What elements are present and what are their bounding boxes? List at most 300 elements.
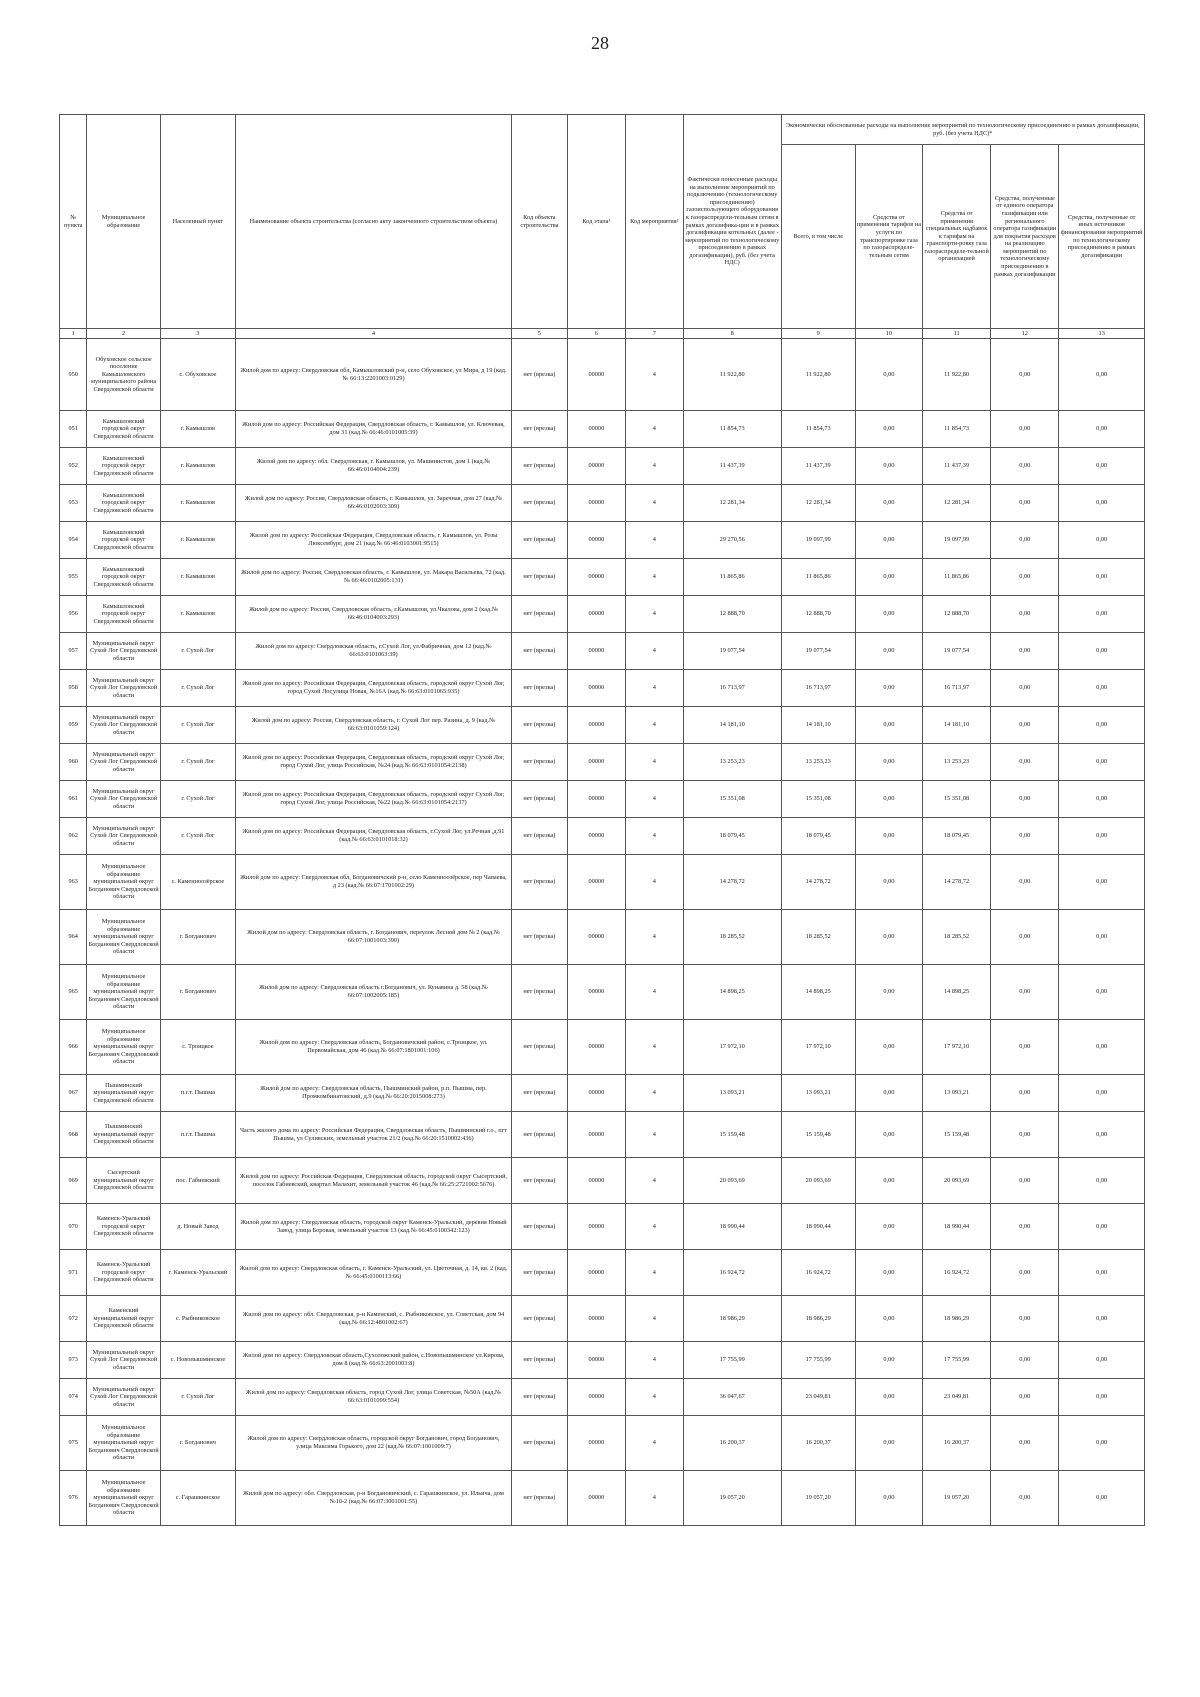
header-object-code: Код объекта строительства — [511, 115, 567, 329]
cell-settlement: п.г.т. Пышма — [160, 1075, 235, 1112]
cell-activity-code: 4 — [625, 965, 683, 1020]
cell-activity-code: 4 — [625, 910, 683, 965]
column-number: 12 — [991, 329, 1059, 339]
cell-activity-code: 4 — [625, 781, 683, 818]
cell-settlement: с. Обуховское — [160, 339, 235, 411]
cell-single-operator: 0,00 — [991, 1416, 1059, 1471]
cell-stage-code: 00000 — [567, 633, 625, 670]
cell-stage-code: 00000 — [567, 1204, 625, 1250]
cell-object-name: Жилой дом по адресу: Свердловская область, г.Сухой Лог, ул.Фабричная, дом 12 (кад.№ 66:63:0101063:39) — [236, 633, 512, 670]
cell-settlement: с. Рыбниковское — [160, 1296, 235, 1342]
table-row — [60, 855, 1145, 910]
cell-activity-code: 4 — [625, 855, 683, 910]
cell-object-code: нет (врезка) — [511, 818, 567, 855]
header-stage-code: Код этапа¹ — [567, 115, 625, 329]
cell-special-markup: 20 093,69 — [923, 1158, 991, 1204]
cell-stage-code: 00000 — [567, 1250, 625, 1296]
cell-special-markup: 11 437,39 — [923, 448, 991, 485]
cell-other-sources: 0,00 — [1059, 596, 1145, 633]
cell-municipality: Муниципальный округ Сухой Лог Свердловской области — [87, 781, 160, 818]
cell-single-operator: 0,00 — [991, 965, 1059, 1020]
cell-single-operator: 0,00 — [991, 1158, 1059, 1204]
cell-actual-costs: 13 093,21 — [683, 1075, 781, 1112]
cell-total: 14 181,10 — [781, 707, 855, 744]
cell-object-name: Жилой дом по адресу: Свердловская обл, Камышловский р-н, село Обуховское, ул Мира, д 19 (кад.№ 66:13:2201003:0129) — [236, 339, 512, 411]
cell-other-sources: 0,00 — [1059, 1020, 1145, 1075]
cell-municipality: Муниципальное образование муниципальный округ Богданович Свердловской области — [87, 855, 160, 910]
cell-actual-costs: 17 755,99 — [683, 1342, 781, 1379]
column-number: 5 — [511, 329, 567, 339]
cell-object-name: Жилой дом по адресу: Свердловская область, г. Каменск-Уральский, ул. Цветочная, д. 14, кв. 2 (кад.№ 66:45:0100113:66) — [236, 1250, 512, 1296]
table-row — [60, 781, 1145, 818]
cell-object-name: Жилой дом по адресу: Свердловская область, городской округ Каменск-Уральский, деревня Новый Завод, улица Боровая, земельный участок 13 (кад.№ 66:45:0100342:123) — [236, 1204, 512, 1250]
cell-num: 958 — [60, 670, 87, 707]
cell-municipality: Каменск-Уральский городской округ Свердловской области — [87, 1250, 160, 1296]
header-transport-tariff: Средства от применения тарифов на услуги по транспортировке газа по газораспределе-тельным сетям — [855, 145, 922, 329]
cell-object-code: нет (врезка) — [511, 1342, 567, 1379]
table-row — [60, 818, 1145, 855]
cell-single-operator: 0,00 — [991, 1250, 1059, 1296]
cell-activity-code: 4 — [625, 339, 683, 411]
cell-settlement: г. Камышлов — [160, 522, 235, 559]
cell-municipality: Муниципальное образование муниципальный округ Богданович Свердловской области — [87, 1471, 160, 1526]
cell-actual-costs: 15 159,48 — [683, 1112, 781, 1158]
page-number: 28 — [591, 33, 609, 53]
cell-other-sources: 0,00 — [1059, 1158, 1145, 1204]
cell-other-sources: 0,00 — [1059, 339, 1145, 411]
column-number: 13 — [1059, 329, 1145, 339]
cell-transport-tariff: 0,00 — [855, 1020, 922, 1075]
cell-object-code: нет (врезка) — [511, 910, 567, 965]
header-actual-costs: Фактически понесенные расходы на выполнение мероприятий по подключению (технологическому присоединению) газоиспользующего оборудования к газораспредели-тельным сетям в рамках догазифика-ции и в рамках догазификации котельных (далее - мероприятий по технологическому присоединению в рамках догазификации), руб. (без учета НДС) — [683, 115, 781, 329]
cell-object-name: Жилой дом по адресу: Российская Федерация, Свердловская область, г. Камышлов, ул. Розы Люксембург, дом 21 (кад.№ 66:46:0103001:9515) — [236, 522, 512, 559]
cell-single-operator: 0,00 — [991, 855, 1059, 910]
cell-stage-code: 00000 — [567, 910, 625, 965]
cell-actual-costs: 16 200,37 — [683, 1416, 781, 1471]
cell-actual-costs: 36 047,67 — [683, 1379, 781, 1416]
cell-num: 950 — [60, 339, 87, 411]
cell-stage-code: 00000 — [567, 1020, 625, 1075]
cell-other-sources: 0,00 — [1059, 1296, 1145, 1342]
cell-activity-code: 4 — [625, 522, 683, 559]
table-row — [60, 633, 1145, 670]
cell-single-operator: 0,00 — [991, 485, 1059, 522]
cell-activity-code: 4 — [625, 1471, 683, 1526]
cell-total: 11 854,73 — [781, 411, 855, 448]
cell-actual-costs: 14 898,25 — [683, 965, 781, 1020]
cell-actual-costs: 19 057,20 — [683, 1471, 781, 1526]
cell-municipality: Муниципальный округ Сухой Лог Свердловской области — [87, 670, 160, 707]
column-number: 10 — [855, 329, 922, 339]
cell-municipality: Пышминский муниципальный округ Свердловской области — [87, 1112, 160, 1158]
cell-transport-tariff: 0,00 — [855, 910, 922, 965]
cell-num: 955 — [60, 559, 87, 596]
cell-activity-code: 4 — [625, 1296, 683, 1342]
cell-num: 974 — [60, 1379, 87, 1416]
cell-settlement: г. Сухой Лог — [160, 781, 235, 818]
cell-other-sources: 0,00 — [1059, 1416, 1145, 1471]
cell-other-sources: 0,00 — [1059, 485, 1145, 522]
cell-num: 973 — [60, 1342, 87, 1379]
column-number: 8 — [683, 329, 781, 339]
cell-stage-code: 00000 — [567, 965, 625, 1020]
table-row — [60, 1416, 1145, 1471]
cell-actual-costs: 11 437,39 — [683, 448, 781, 485]
cell-special-markup: 18 079,45 — [923, 818, 991, 855]
cell-actual-costs: 18 079,45 — [683, 818, 781, 855]
cell-municipality: Муниципальный округ Сухой Лог Свердловской области — [87, 1342, 160, 1379]
cell-municipality: Муниципальное образование муниципальный округ Богданович Свердловской области — [87, 1020, 160, 1075]
cell-other-sources: 0,00 — [1059, 1112, 1145, 1158]
cell-object-name: Жилой дом по адресу: Свердловская область, городской округ Богданович, город Богданович, улица Максима Горького, дом 22 (кад.№ 66:07:1001009:7) — [236, 1416, 512, 1471]
table-row — [60, 1112, 1145, 1158]
cell-settlement: г. Сухой Лог — [160, 818, 235, 855]
cell-municipality: Муниципальный округ Сухой Лог Свердловской области — [87, 707, 160, 744]
cell-municipality: Камышловский городской округ Свердловской области — [87, 522, 160, 559]
column-number: 11 — [923, 329, 991, 339]
header-settlement: Населенный пункт — [160, 115, 235, 329]
cell-num: 961 — [60, 781, 87, 818]
cell-other-sources: 0,00 — [1059, 1471, 1145, 1526]
cell-special-markup: 19 077,54 — [923, 633, 991, 670]
table-row — [60, 744, 1145, 781]
cell-object-name: Жилой дом по адресу: Свердловская область, город Сухой Лог, улица Советская, №50А (кад.№ 66:63:0101099:554) — [236, 1379, 512, 1416]
cell-actual-costs: 18 986,29 — [683, 1296, 781, 1342]
cell-object-name: Жилой дом по адресу: Российская Федерация, Свердловская область, г. Камышлов, ул. Ключевая, дом 31 (кад.№ 66:46:0101005:39) — [236, 411, 512, 448]
table-row — [60, 910, 1145, 965]
cell-activity-code: 4 — [625, 707, 683, 744]
cell-total: 17 972,10 — [781, 1020, 855, 1075]
cell-num: 956 — [60, 596, 87, 633]
table-row — [60, 559, 1145, 596]
cell-total: 11 437,39 — [781, 448, 855, 485]
cell-object-name: Жилой дом по адресу: Свердловская область, г. Богданович, переулок Лесной дом № 2 (кад.№ 66:07:1001003:390) — [236, 910, 512, 965]
cell-transport-tariff: 0,00 — [855, 633, 922, 670]
cell-object-code: нет (врезка) — [511, 448, 567, 485]
cell-municipality: Пышминский муниципальный округ Свердловской области — [87, 1075, 160, 1112]
cell-settlement: г. Богданович — [160, 910, 235, 965]
cell-object-code: нет (врезка) — [511, 339, 567, 411]
column-number: 6 — [567, 329, 625, 339]
cell-activity-code: 4 — [625, 485, 683, 522]
cell-other-sources: 0,00 — [1059, 818, 1145, 855]
header-municipality: Муниципальное образование — [87, 115, 160, 329]
table-body — [60, 339, 1145, 1526]
cell-transport-tariff: 0,00 — [855, 744, 922, 781]
table-header — [60, 115, 1145, 339]
table-row — [60, 707, 1145, 744]
cell-total: 15 351,08 — [781, 781, 855, 818]
cell-num: 963 — [60, 855, 87, 910]
cell-activity-code: 4 — [625, 818, 683, 855]
cell-municipality: Камышловский городской округ Свердловской области — [87, 448, 160, 485]
cell-single-operator: 0,00 — [991, 1379, 1059, 1416]
cell-settlement: д. Новый Завод — [160, 1204, 235, 1250]
table-row — [60, 339, 1145, 411]
cell-activity-code: 4 — [625, 1250, 683, 1296]
cell-other-sources: 0,00 — [1059, 670, 1145, 707]
cell-object-code: нет (врезка) — [511, 596, 567, 633]
cell-special-markup: 15 159,48 — [923, 1112, 991, 1158]
cell-stage-code: 00000 — [567, 411, 625, 448]
cell-settlement: г. Сухой Лог — [160, 1379, 235, 1416]
cell-settlement: п.г.т. Пышма — [160, 1112, 235, 1158]
cell-transport-tariff: 0,00 — [855, 559, 922, 596]
cell-activity-code: 4 — [625, 448, 683, 485]
cell-other-sources: 0,00 — [1059, 965, 1145, 1020]
cell-special-markup: 23 049,81 — [923, 1379, 991, 1416]
cell-total: 17 755,99 — [781, 1342, 855, 1379]
cell-object-code: нет (врезка) — [511, 1379, 567, 1416]
cell-activity-code: 4 — [625, 1020, 683, 1075]
cell-special-markup: 14 181,10 — [923, 707, 991, 744]
cell-municipality: Сысертский муниципальный округ Свердловской области — [87, 1158, 160, 1204]
table-row — [60, 1250, 1145, 1296]
cell-object-code: нет (врезка) — [511, 670, 567, 707]
cell-stage-code: 00000 — [567, 781, 625, 818]
cell-actual-costs: 11 854,73 — [683, 411, 781, 448]
cell-object-code: нет (врезка) — [511, 1296, 567, 1342]
cell-settlement: г. Сухой Лог — [160, 633, 235, 670]
cell-num: 971 — [60, 1250, 87, 1296]
cell-transport-tariff: 0,00 — [855, 1204, 922, 1250]
cell-total: 18 986,29 — [781, 1296, 855, 1342]
cell-settlement: г. Камышлов — [160, 411, 235, 448]
cell-actual-costs: 17 972,10 — [683, 1020, 781, 1075]
cell-num: 951 — [60, 411, 87, 448]
cell-object-name: Жилой дом по адресу: обл. Свердловская, г. Камышлов, ул. Машинистов, дом 1 (кад.№ 66:46:0104004:239) — [236, 448, 512, 485]
cell-single-operator: 0,00 — [991, 596, 1059, 633]
main-table — [59, 114, 1145, 1526]
cell-stage-code: 00000 — [567, 522, 625, 559]
header-other-sources: Средства, полученные от иных источников финансирования мероприятий по технологическому присоединению в рамках догазификации — [1059, 145, 1145, 329]
cell-single-operator: 0,00 — [991, 1204, 1059, 1250]
cell-other-sources: 0,00 — [1059, 781, 1145, 818]
cell-single-operator: 0,00 — [991, 1342, 1059, 1379]
cell-object-code: нет (врезка) — [511, 1112, 567, 1158]
cell-transport-tariff: 0,00 — [855, 1379, 922, 1416]
cell-municipality: Камышловский городской округ Свердловской области — [87, 596, 160, 633]
cell-num: 966 — [60, 1020, 87, 1075]
cell-special-markup: 17 972,10 — [923, 1020, 991, 1075]
cell-transport-tariff: 0,00 — [855, 1342, 922, 1379]
column-number: 7 — [625, 329, 683, 339]
cell-actual-costs: 12 281,34 — [683, 485, 781, 522]
cell-total: 19 057,20 — [781, 1471, 855, 1526]
cell-actual-costs: 18 285,52 — [683, 910, 781, 965]
cell-transport-tariff: 0,00 — [855, 1296, 922, 1342]
cell-stage-code: 00000 — [567, 744, 625, 781]
table-row — [60, 448, 1145, 485]
cell-total: 14 278,72 — [781, 855, 855, 910]
cell-stage-code: 00000 — [567, 1342, 625, 1379]
cell-transport-tariff: 0,00 — [855, 1112, 922, 1158]
cell-municipality: Камышловский городской округ Свердловской области — [87, 559, 160, 596]
cell-stage-code: 00000 — [567, 448, 625, 485]
cell-special-markup: 19 097,99 — [923, 522, 991, 559]
cell-object-name: Жилой дом по адресу: Свердловская область, Пышминский район, р.п. Пышма, пер. Промкомбинатовский, д.9 (кад.№ 66:20:2015008:273) — [236, 1075, 512, 1112]
cell-total: 18 285,52 — [781, 910, 855, 965]
cell-settlement: г. Сухой Лог — [160, 707, 235, 744]
cell-num: 967 — [60, 1075, 87, 1112]
cell-num: 964 — [60, 910, 87, 965]
cell-special-markup: 12 281,34 — [923, 485, 991, 522]
cell-transport-tariff: 0,00 — [855, 411, 922, 448]
column-number: 9 — [781, 329, 855, 339]
cell-num: 975 — [60, 1416, 87, 1471]
cell-actual-costs: 20 093,69 — [683, 1158, 781, 1204]
cell-total: 23 049,81 — [781, 1379, 855, 1416]
cell-settlement: с. Троицкое — [160, 1020, 235, 1075]
cell-single-operator: 0,00 — [991, 818, 1059, 855]
table-row — [60, 670, 1145, 707]
cell-total: 20 093,69 — [781, 1158, 855, 1204]
cell-object-code: нет (врезка) — [511, 1250, 567, 1296]
cell-total: 18 079,45 — [781, 818, 855, 855]
cell-transport-tariff: 0,00 — [855, 522, 922, 559]
cell-stage-code: 00000 — [567, 670, 625, 707]
cell-transport-tariff: 0,00 — [855, 855, 922, 910]
cell-object-code: нет (врезка) — [511, 1416, 567, 1471]
cell-num: 972 — [60, 1296, 87, 1342]
cell-municipality: Муниципальное образование муниципальный округ Богданович Свердловской области — [87, 910, 160, 965]
cell-object-code: нет (врезка) — [511, 707, 567, 744]
cell-special-markup: 18 990,44 — [923, 1204, 991, 1250]
cell-actual-costs: 11 922,80 — [683, 339, 781, 411]
cell-special-markup: 16 713,97 — [923, 670, 991, 707]
cell-object-name: Жилой дом по адресу: Свердловская обл, Богдановичский р-н, село Каменноозёрское, пер Чапаева, д 23 (кад.№ 66:07:1701002:29) — [236, 855, 512, 910]
cell-activity-code: 4 — [625, 411, 683, 448]
cell-municipality: Муниципальный округ Сухой Лог Свердловской области — [87, 1379, 160, 1416]
cell-total: 19 097,99 — [781, 522, 855, 559]
cell-total: 19 077,54 — [781, 633, 855, 670]
cell-actual-costs: 16 924,72 — [683, 1250, 781, 1296]
table-row — [60, 1296, 1145, 1342]
cell-stage-code: 00000 — [567, 818, 625, 855]
cell-other-sources: 0,00 — [1059, 522, 1145, 559]
cell-other-sources: 0,00 — [1059, 1342, 1145, 1379]
cell-object-code: нет (врезка) — [511, 744, 567, 781]
cell-total: 14 898,25 — [781, 965, 855, 1020]
cell-activity-code: 4 — [625, 670, 683, 707]
cell-transport-tariff: 0,00 — [855, 1416, 922, 1471]
cell-num: 959 — [60, 707, 87, 744]
cell-municipality: Камышловский городской округ Свердловской области — [87, 411, 160, 448]
cell-object-name: Жилой дом по адресу: Свердловская область, Богдановичский район, с.Троицкое, ул. Первомайская, дом 46 (кад.№ 66:07:1801001:106) — [236, 1020, 512, 1075]
cell-transport-tariff: 0,00 — [855, 781, 922, 818]
cell-single-operator: 0,00 — [991, 1296, 1059, 1342]
cell-num: 970 — [60, 1204, 87, 1250]
cell-stage-code: 00000 — [567, 1075, 625, 1112]
cell-actual-costs: 16 713,97 — [683, 670, 781, 707]
cell-stage-code: 00000 — [567, 1379, 625, 1416]
cell-total: 12 888,70 — [781, 596, 855, 633]
cell-settlement: с. Каменноозёрское — [160, 855, 235, 910]
cell-actual-costs: 15 351,08 — [683, 781, 781, 818]
cell-activity-code: 4 — [625, 1416, 683, 1471]
cell-object-code: нет (врезка) — [511, 411, 567, 448]
header-activity-code: Код мероприятия² — [625, 115, 683, 329]
cell-municipality: Муниципальный округ Сухой Лог Свердловской области — [87, 818, 160, 855]
cell-object-name: Жилой дом по адресу: Свердловская область г.Богданович, ул. Кунавина д. 58 (кад.№ 66:07:1002005:185) — [236, 965, 512, 1020]
cell-settlement: г. Камышлов — [160, 559, 235, 596]
table-row — [60, 596, 1145, 633]
cell-single-operator: 0,00 — [991, 411, 1059, 448]
header-justified-group: Экономически обоснованные расходы на выполнение мероприятий по технологическому присоединению в рамках догазификации, руб. (без учета НДС)* — [781, 115, 1144, 145]
cell-total: 11 922,80 — [781, 339, 855, 411]
cell-single-operator: 0,00 — [991, 339, 1059, 411]
cell-special-markup: 15 351,08 — [923, 781, 991, 818]
table-row — [60, 411, 1145, 448]
cell-other-sources: 0,00 — [1059, 633, 1145, 670]
cell-single-operator: 0,00 — [991, 670, 1059, 707]
cell-transport-tariff: 0,00 — [855, 707, 922, 744]
cell-activity-code: 4 — [625, 1112, 683, 1158]
cell-transport-tariff: 0,00 — [855, 596, 922, 633]
cell-object-name: Жилой дом по адресу: Россия, Свердловская область, г. Сухой Лог пер. Разина, д. 9 (кад.№ 66:63:0101059:124) — [236, 707, 512, 744]
cell-object-code: нет (врезка) — [511, 1020, 567, 1075]
column-number: 3 — [160, 329, 235, 339]
cell-stage-code: 00000 — [567, 596, 625, 633]
cell-special-markup: 11 854,73 — [923, 411, 991, 448]
cell-special-markup: 13 253,23 — [923, 744, 991, 781]
cell-object-name: Жилой дом по адресу: Российская Федерация, Свердловская область, г.Сухой Лог, ул.Речная ,д.91 (кад.№ 66:63:0101018:32) — [236, 818, 512, 855]
cell-activity-code: 4 — [625, 559, 683, 596]
cell-activity-code: 4 — [625, 1342, 683, 1379]
cell-transport-tariff: 0,00 — [855, 670, 922, 707]
cell-num: 952 — [60, 448, 87, 485]
cell-num: 954 — [60, 522, 87, 559]
cell-object-code: нет (врезка) — [511, 1471, 567, 1526]
cell-object-name: Часть жилого дома по адресу: Российская Федерация, Свердловская область, Пышминский г.о., пгт Пышма, ул Суливских, земельный участок 21/2 (кад.№ 66:20:1510002:436) — [236, 1112, 512, 1158]
cell-transport-tariff: 0,00 — [855, 1471, 922, 1526]
cell-other-sources: 0,00 — [1059, 744, 1145, 781]
cell-settlement: г. Сухой Лог — [160, 670, 235, 707]
cell-stage-code: 00000 — [567, 1471, 625, 1526]
cell-total: 18 990,44 — [781, 1204, 855, 1250]
cell-activity-code: 4 — [625, 744, 683, 781]
cell-transport-tariff: 0,00 — [855, 339, 922, 411]
cell-municipality: Муниципальное образование муниципальный округ Богданович Свердловской области — [87, 1416, 160, 1471]
column-number: 4 — [236, 329, 512, 339]
cell-num: 953 — [60, 485, 87, 522]
cell-object-code: нет (врезка) — [511, 559, 567, 596]
header-single-operator: Средства, полученные от единого оператора газификации или регионального оператора газификации для покрытия расходов на реализацию мероприятий по технологическому присоединению в рамках догазификации — [991, 145, 1059, 329]
table-row — [60, 1471, 1145, 1526]
cell-special-markup: 16 200,37 — [923, 1416, 991, 1471]
cell-object-code: нет (врезка) — [511, 855, 567, 910]
cell-single-operator: 0,00 — [991, 910, 1059, 965]
cell-other-sources: 0,00 — [1059, 855, 1145, 910]
cell-transport-tariff: 0,00 — [855, 1158, 922, 1204]
header-object-name: Наименование объекта строительства (согласно акту законченного строительством объекта) — [236, 115, 512, 329]
cell-activity-code: 4 — [625, 633, 683, 670]
cell-object-code: нет (врезка) — [511, 522, 567, 559]
cell-actual-costs: 19 077,54 — [683, 633, 781, 670]
cell-total: 11 865,86 — [781, 559, 855, 596]
table-row — [60, 522, 1145, 559]
cell-total: 16 200,37 — [781, 1416, 855, 1471]
cell-other-sources: 0,00 — [1059, 1250, 1145, 1296]
cell-object-name: Жилой дом по адресу: Российская Федерация, Свердловская область, городской округ Сухой Лог, город Сухой Лог,улица Новая, №16А (кад.№ 66:63:0101065:935) — [236, 670, 512, 707]
cell-transport-tariff: 0,00 — [855, 448, 922, 485]
cell-stage-code: 00000 — [567, 339, 625, 411]
cell-special-markup: 16 924,72 — [923, 1250, 991, 1296]
cell-settlement: г. Камышлов — [160, 596, 235, 633]
cell-other-sources: 0,00 — [1059, 1204, 1145, 1250]
cell-municipality: Каменск-Уральский городской округ Свердловской области — [87, 1204, 160, 1250]
cell-stage-code: 00000 — [567, 855, 625, 910]
